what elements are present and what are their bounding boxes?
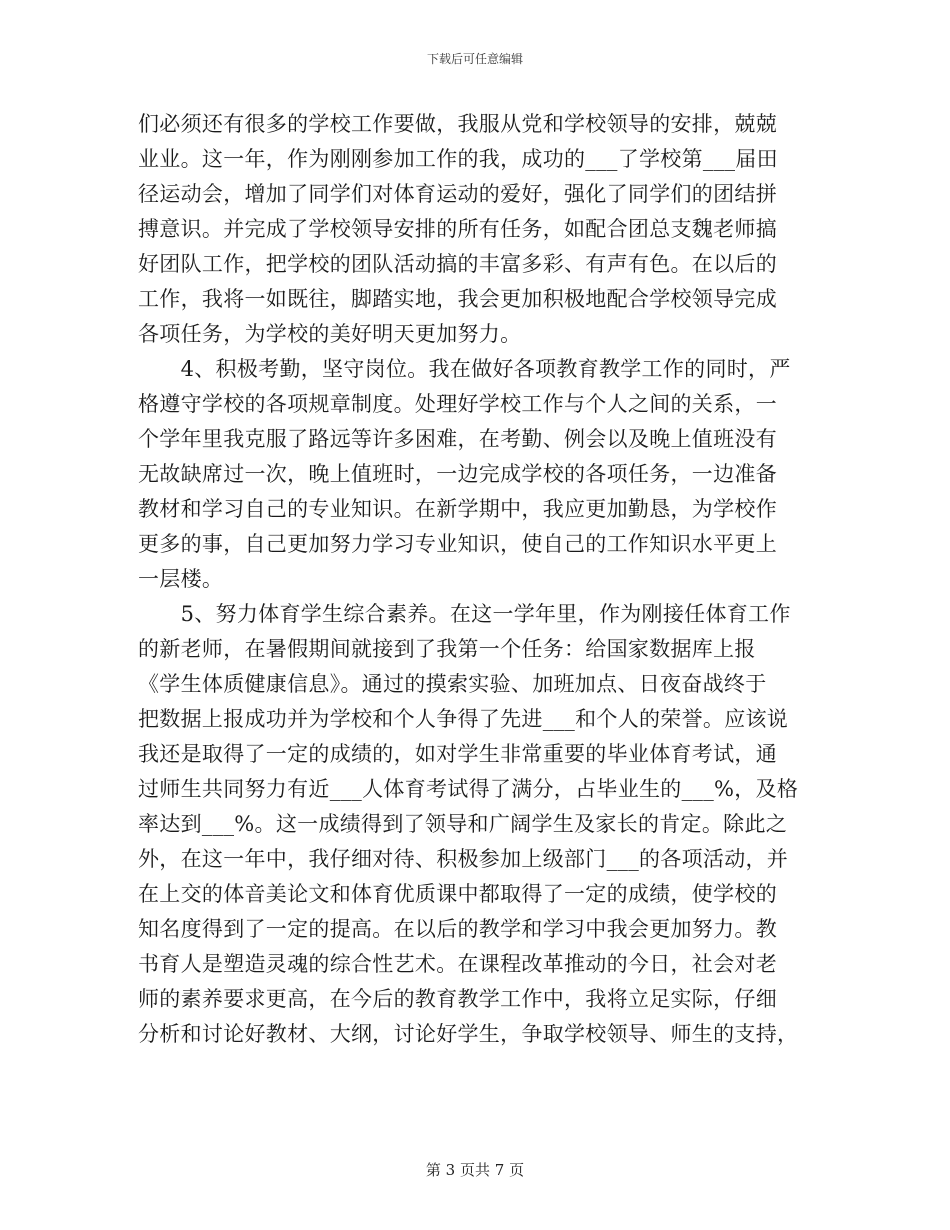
text-line: 各项任务，为学校的美好明天更加努力。 [138,322,522,346]
text-line: 把数据上报成功并为学校和个人争得了先进___和个人的荣誉。应该说 [138,707,789,731]
text-line: 的新老师，在暑假期间就接到了我第一个任务：给国家数据库上报 [138,637,756,661]
text-line: 个学年里我克服了路远等许多困难，在考勤、例会以及晚上值班没有 [138,427,777,451]
text-line: 《学生体质健康信息》。通过的摸索实验、加班加点、日夜奋战终于 [138,672,767,696]
text-line: 在上交的体音美论文和体育优质课中都取得了一定的成绩，使学校的 [138,882,777,906]
text-line: 教材和学习自己的专业知识。在新学期中，我应更加勤恳，为学校作 [138,497,777,521]
text-line: 一层楼。 [138,567,224,591]
body-text [138,107,814,1052]
text-line: 外，在这一年中，我仔细对待、积极参加上级部门___的各项活动，并 [138,847,789,871]
text-line: 过师生共同努力有近___人体育考试得了满分，占毕业生的___%，及格 [138,777,799,801]
text-line: 无故缺席过一次，晚上值班时，一边完成学校的各项任务，一边准备 [138,462,777,486]
text-line: 知名度得到了一定的提高。在以后的教学和学习中我会更加努力。教 [138,917,777,941]
text-line: 我还是取得了一定的成绩的，如对学生非常重要的毕业体育考试，通 [138,742,777,766]
text-line: 更多的事，自己更加努力学习专业知识，使自己的工作知识水平更上 [138,532,777,556]
text-line: 搏意识。并完成了学校领导安排的所有任务，如配合团总支魏老师搞 [138,217,777,241]
text-line: 书育人是塑造灵魂的综合性艺术。在课程改革推动的今日，社会对老 [138,952,777,976]
text-line: 5、努力体育学生综合素养。在这一学年里，作为刚接任体育工作 [138,602,791,626]
text-line: 们必须还有很多的学校工作要做，我服从党和学校领导的安排，兢兢 [138,112,777,136]
text-line: 工作，我将一如既往，脚踏实地，我会更加积极地配合学校领导完成 [138,287,777,311]
page-header: 下载后可任意编辑 [426,52,523,66]
text-line: 格遵守学校的各项规章制度。处理好学校工作与个人之间的关系，一 [138,392,777,416]
page-footer: 第 3 页共 7 页 [425,1161,525,1179]
text-line: 径运动会，增加了同学们对体育运动的爱好，强化了同学们的团结拼 [138,182,777,206]
text-line: 好团队工作，把学校的团队活动搞的丰富多彩、有声有色。在以后的 [138,252,777,276]
text-line: 分析和讨论好教材、大纲，讨论好学生，争取学校领导、师生的支持， [138,1022,799,1046]
text-line: 率达到___%。这一成绩得到了领导和广阔学生及家长的肯定。除此之 [138,812,788,836]
text-line: 师的素养要求更高，在今后的教育教学工作中，我将立足实际，仔细 [138,987,777,1011]
text-line: 业业。这一年，作为刚刚参加工作的我，成功的___了学校第___届田 [138,147,778,171]
text-line: 4、积极考勤，坚守岗位。我在做好各项教育教学工作的同时，严 [138,357,791,381]
